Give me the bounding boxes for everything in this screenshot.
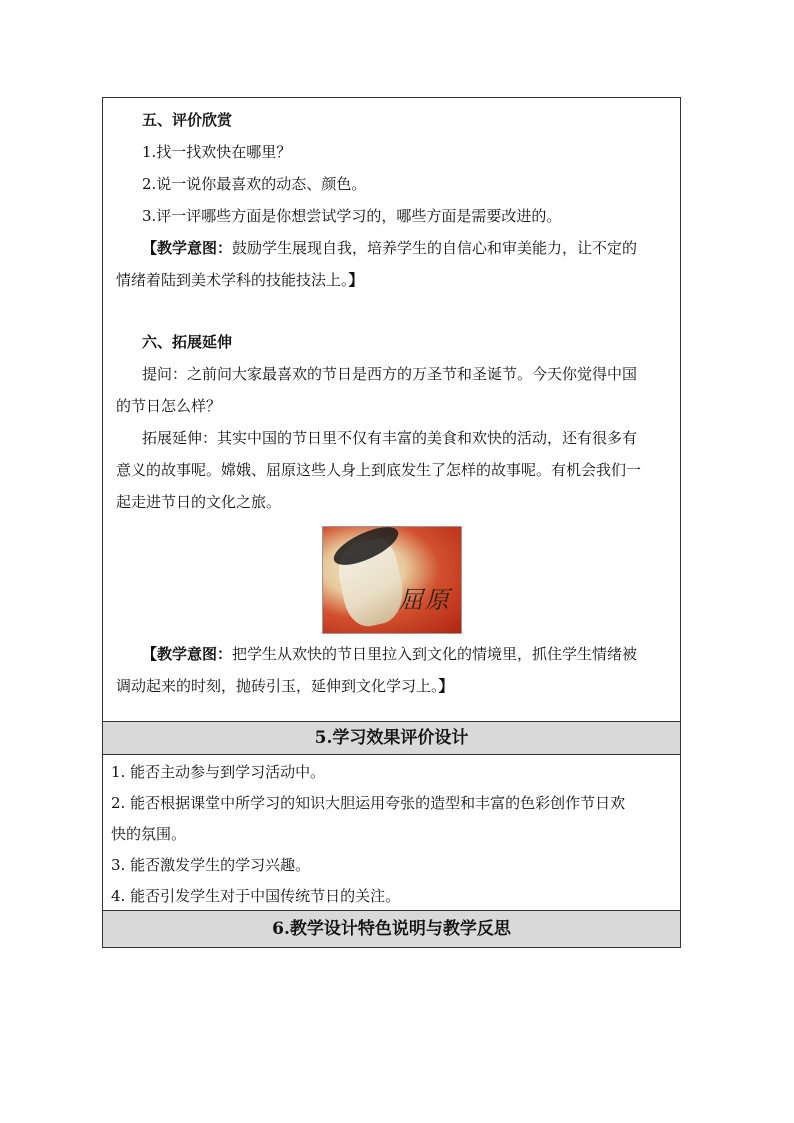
intent-text-4: 调动起来的时刻，抛砖引玉，延伸到文化学习上。 (116, 677, 439, 695)
section5-item-2: 2.说一说你最喜欢的动态、颜色。 (142, 175, 367, 193)
section5-intent (116, 232, 668, 264)
intent-text-1: 鼓励学生展现自我，培养学生的自信心和审美能力，让不定的 (232, 239, 638, 257)
eval-item-3: 3. 能否激发学生的学习兴趣。 (111, 856, 311, 874)
intent-text-2: 情绪着陆到美术学科的技能技法上。 (116, 271, 349, 289)
qu-yuan-painting (322, 526, 462, 634)
section5-item-3: 3.评一评哪些方面是你想尝试学习的，哪些方面是需要改进的。 (142, 207, 562, 225)
intent-label: 【教学意图 (142, 239, 218, 257)
section6-question-1: 提问：之前问大家最喜欢的节日是西方的万圣节和圣诞节。今天你觉得中国 (142, 365, 638, 383)
section5-intent-cont (116, 264, 668, 296)
intent-colon-2: ： (217, 645, 233, 663)
section6-heading: 六、拓展延伸 (142, 333, 233, 351)
intent-close-2: 】 (438, 677, 454, 695)
intent-close: 】 (348, 271, 364, 289)
eval-item-2-cont: 快的氛围。 (111, 825, 187, 843)
section5-heading: 五、评价欣赏 (142, 111, 233, 129)
spacer (116, 296, 668, 326)
eval-item-1: 1. 能否主动参与到学习活动中。 (111, 763, 326, 781)
section6-question-2: 的节日怎么样？ (116, 397, 222, 415)
reflection-header: 6.教学设计特色说明与教学反思 (103, 911, 680, 947)
eval-cell (103, 755, 680, 911)
section6-extend-1: 拓展延伸：其实中国的节日里不仅有丰富的美食和欢快的活动，还有很多有 (142, 429, 638, 447)
intent-text-3: 把学生从欢快的节日里拉入到文化的情境里，抓住学生情绪被 (232, 645, 638, 663)
eval-header: 5.学习效果评价设计 (103, 722, 680, 755)
painting-calligraphy: 屈原 (399, 586, 451, 614)
section6-intent-cont (116, 670, 668, 702)
eval-item-2: 2. 能否根据课堂中所学习的知识大胆运用夸张的造型和丰富的色彩创作节日欢 (111, 794, 626, 812)
section6-extend-3: 起走进节日的文化之旅。 (116, 493, 282, 511)
lesson-table (102, 97, 681, 948)
intent-label-2: 【教学意图 (142, 645, 218, 663)
intent-colon: ： (217, 239, 233, 257)
section6-intent (116, 638, 668, 670)
section5-item-1: 1.找一找欢快在哪里？ (142, 143, 292, 161)
activities-cell (103, 98, 680, 722)
eval-item-4: 4. 能否引发学生对于中国传统节日的关注。 (111, 887, 401, 905)
section6-extend-2: 意义的故事呢。嫦娥、屈原这些人身上到底发生了怎样的故事呢。有机会我们一 (116, 461, 642, 479)
